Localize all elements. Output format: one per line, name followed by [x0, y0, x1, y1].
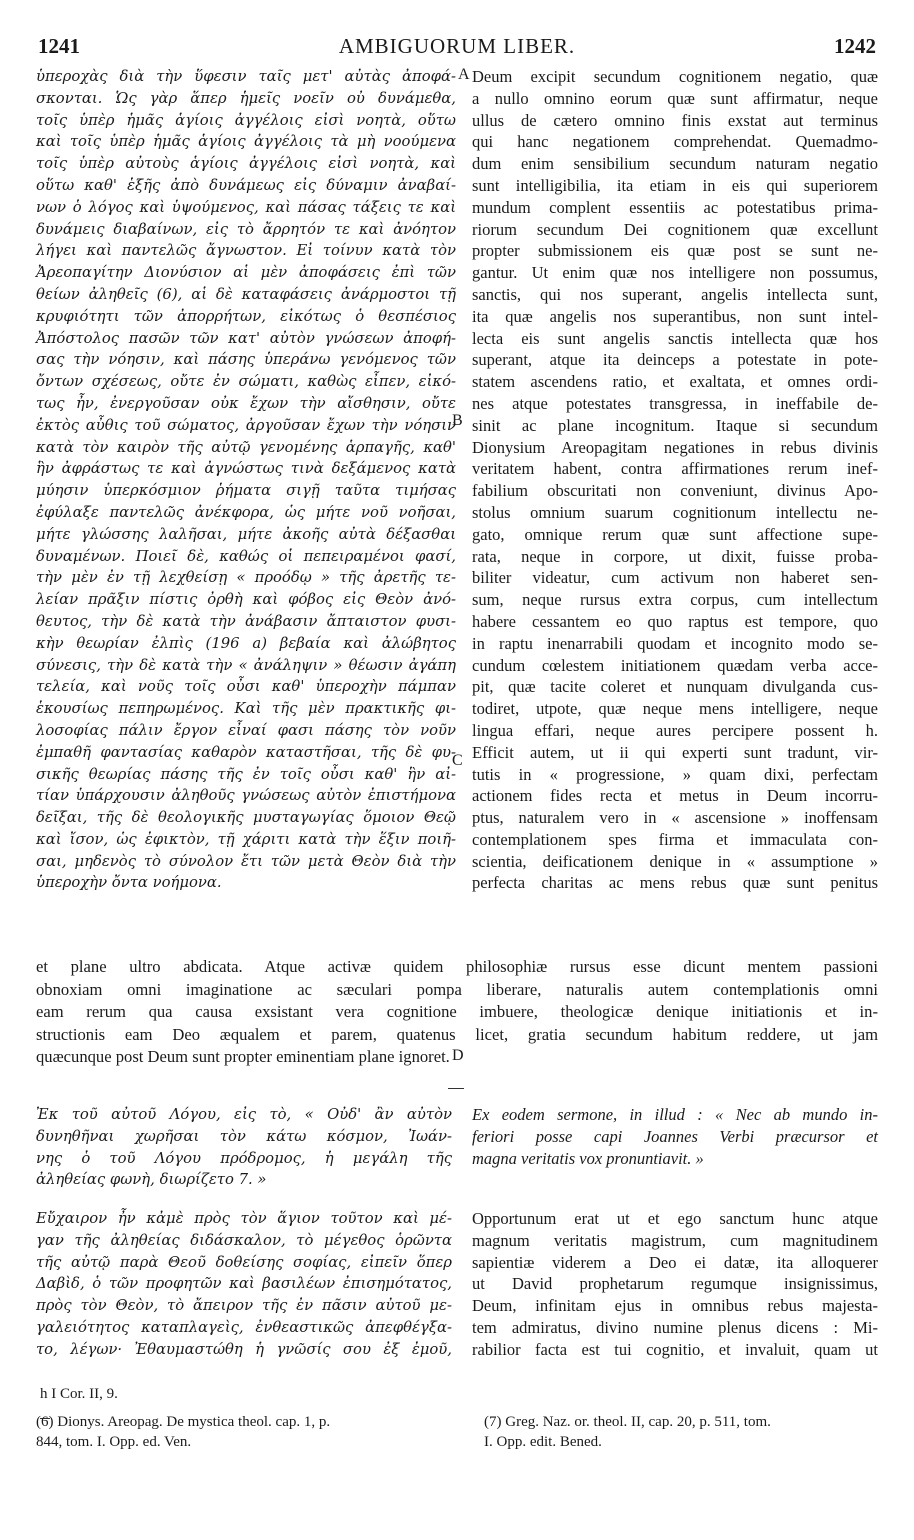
footnote-left-line: 844, tom. I. Opp. ed. Ven.	[36, 1434, 192, 1450]
greek-second-line: γαλειότητος καταπλαγεὶς, ἐνθεαστικῶς ἀπεφθέγξα-	[36, 1318, 452, 1336]
greek-main-line: λοσοφίας πάλιν ἔργον εἶναί φασι πάσης τὸν νοῦν	[36, 721, 456, 739]
greek-main-line: ὑπεροχὰς διὰ τὴν ὕφεσιν ταῖς μετ' αὐτὰς ἀποφά-	[36, 68, 456, 85]
greek-second-line: το, λέγων· Ἐθαυμαστώθη ἡ γνῶσίς σου ἐξ ἐμοῦ,	[36, 1340, 452, 1358]
latin-main-line: gato, omnique rerum quæ sunt affectione supe-	[472, 524, 878, 544]
latin-main-line: ptus, naturalem vero in « ascensione » inoffensam	[472, 808, 878, 828]
greek-main-line: τίαν ὑπάρχουσιν ἀληθοῦς γνώσεως αὐτὸν ἐπιστήμονα	[36, 787, 456, 805]
latin-section-heading	[472, 1104, 878, 1169]
latin-main-line: Deum excipit secundum cognitionem negatio, quæ	[472, 67, 878, 86]
latin-main-line: scientia, deificationem denique in « assumptione »	[472, 851, 878, 871]
latin-main-line: veritatem habent, contra affirmationes rerum inef-	[472, 459, 878, 479]
latin-main-line: lecta eis sunt angelis sanctis intellecta quæ hos	[472, 328, 878, 348]
latin-main-line: ita quæ angelis nos superantibus, non sunt intel-	[472, 306, 878, 326]
latin-main-line: perfecta charitas ac mens rebus quæ sunt penitus	[472, 873, 878, 893]
latin-main-line: tutis in « progressione, » quam dixi, perfectam	[472, 764, 878, 784]
latin-main-line: ullus de cætero omnino finis exstat aut terminus	[472, 110, 878, 130]
greek-main-line: ἑκουσίως πεπηρωμένος. Καὶ τῆς μὲν πρακτικῆς φι-	[36, 700, 456, 718]
latin-main-line: in raptu inenarrabili quodam et incognito modo se-	[472, 633, 878, 653]
greek-main-line: σύνεσις, τὴν δὲ κατὰ τὴν « ἀνάληψιν » θέωσιν ἀγάπη	[36, 656, 456, 674]
left-page-number: 1241	[38, 34, 80, 58]
latin-main-line: sanctis, qui nos superant, angelis intellecta sunt,	[472, 284, 878, 304]
latin-second-line: Deum, infinitam ejus in omnibus rebus majesta-	[472, 1296, 878, 1316]
greek-section-heading	[36, 1104, 452, 1191]
greek-column-second	[36, 1208, 452, 1361]
greek-main-line: τοῖς ὑπὲρ αὐτοὺς ἁγίοις ἀγγέλοις εἰσὶ νοητὰ, καὶ	[36, 155, 456, 173]
running-title: AMBIGUORUM LIBER.	[338, 34, 576, 58]
greek-main-line: σικῆς θεωρίας πάσης τῆς ἐν τοῖς οὖσι καθ' ἣν αἰ-	[36, 765, 456, 783]
greek-main-line: σαι, μηδενὸς τὸ σύνολον ἔτι τῶν μετὰ Θεὸν διὰ τὴν	[36, 852, 456, 870]
greek-main-line: καὶ ἴσον, ὡς ἐφικτὸν, τῇ χάριτι κατὰ τὴν ἕξιν ποιῆ-	[36, 830, 456, 848]
latin-main-line: fabilium obscuritati non conveniunt, divinus Apo-	[472, 481, 878, 501]
greek-second-line: πρὸς τὸν Θεὸν, τὸ ἄπειρον τῆς ἐν πᾶσιν αὐτοῦ με-	[36, 1297, 452, 1315]
latin-full-line: structionis eam Deo æqualem et parem, quatenus licet, gratia secundum habitum reddere, ut jam	[36, 1024, 878, 1044]
greek-main-line: Ἀρεοπαγίτην Διονύσιον αἱ μὲν ἀποφάσεις ἐπὶ τῶν	[36, 264, 456, 282]
greek-main-line: μήτε γλώσσης λαλῆσαι, μήτε ἀκοῆς αὐτὰ δέξασθαι	[36, 525, 456, 543]
latin-second-line: Opportunum erat ut et ego sanctum hunc atque	[472, 1209, 878, 1228]
latin-main-line: a nullo omnino eorum quæ sunt affirmatur, neque	[472, 88, 878, 108]
latin-main-line: qui hanc negationem comprehendat. Quemadmo-	[472, 132, 878, 152]
greek-main-line: νων ὁ λόγος καὶ ὑψούμενος, καὶ πάσας τάξεις τε καὶ	[36, 198, 456, 216]
greek-main-line: θευτος, τὴν δὲ κατὰ τὴν ἀνάβασιν ἄπταιστον φυσι-	[36, 612, 456, 630]
greek-column-main	[36, 66, 456, 894]
latin-heading-line: feriori posse capi Joannes Verbi præcursor et	[472, 1126, 878, 1146]
latin-main-line: riorum secundum Dei cognitionem quæ excellunt	[472, 219, 878, 239]
footnote-h-text: h I Cor. II, 9.	[40, 1386, 118, 1402]
greek-main-line: καὶ τοῖς ὑπὲρ ἡμᾶς ἁγίοις ἀγγέλοις τὰ μὴ νοούμενα	[36, 133, 456, 151]
greek-main-line: ὑπεροχὴν ὄντα νοήμονα.	[36, 874, 222, 892]
greek-main-line: οὕτω καθ' ἑξῆς ἀπὸ δυνάμεως εἰς δύναμιν ἀναβαί-	[36, 176, 456, 194]
latin-main-line: contemplationem spes firma et immaculata con-	[472, 829, 878, 849]
greek-main-line: ἐμπαθῆ φαντασίας καθαρὸν καταστῆσαι, τῆς δὲ φυ-	[36, 743, 456, 761]
margin-marker-c: C	[452, 752, 463, 769]
latin-main-line: todiret, utpote, quæ neque mens intelligere, neque	[472, 699, 878, 719]
greek-main-line: θείων ἀληθεῖς (6), αἱ δὲ καταφάσεις ἀνάρμοστοι τῇ	[36, 285, 456, 303]
latin-main-line: Efficit autem, ut ii qui experti sunt tradunt, vir-	[472, 742, 878, 762]
greek-main-line: δυνάμεις διαβαίνων, εἰς τὸ ἄρρητόν τε καὶ ἀνόητον	[36, 220, 456, 238]
latin-main-line: biliter videatur, cum activum non haberet sen-	[472, 568, 878, 588]
margin-marker-a: A	[458, 66, 470, 83]
latin-main-line: gantur. Ut enim quæ nos intelligere non possumus,	[472, 263, 878, 283]
latin-full-line: eam rerum qua causa exsistant vera cognitione imbuere, theologicæ denique initiationis et in-	[36, 1002, 878, 1022]
latin-second-line: rabilior facta est tui cognitio, et invaluit, quam ut	[472, 1339, 878, 1359]
latin-second-line: tem admiratus, divino numine plenus dicens : Mi-	[472, 1317, 878, 1337]
latin-full-line: et plane ultro abdicata. Atque activæ quidem philosophiæ rursus esse dicunt mentem passioni	[36, 957, 878, 976]
greek-second-line: Δαβὶδ, ὁ τῶν προφητῶν καὶ βασιλέων ἐπισημότατος,	[36, 1275, 452, 1293]
section-divider	[448, 1088, 464, 1089]
latin-main-line: mundum complent essentiis ac potestatibus prima-	[472, 197, 878, 217]
greek-main-line: τοῖς ὑπὲρ ἡμᾶς ἁγίοις ἀγγέλοις εἰσὶ νοητὰ, οὕτω	[36, 111, 456, 129]
latin-second-line: ut David prophetarum regumque insignissimus,	[472, 1274, 878, 1294]
greek-main-line: ὄντων σχέσεως, οὔτε ἐν σώματι, καθὼς εἶπεν, εἰκό-	[36, 373, 456, 391]
latin-full-line: obnoxiam omni imaginatione ac sæculari pompa liberare, naturalis autem contemplationis omni	[36, 979, 878, 999]
greek-main-line: κρυφιότητι τῶν ἀπορρήτων, εἰκότως ὁ θεσπέσιος	[36, 307, 456, 325]
greek-heading-line: νης ὁ τοῦ Λόγου πρόδρομος, ἡ μεγάλη τῆς	[36, 1149, 452, 1167]
latin-second-line: sapientiæ viderem a Deo ei datæ, ita alloquerer	[472, 1252, 878, 1272]
page-header	[0, 34, 914, 64]
greek-main-line: λείαν πρᾶξιν πίστις ὀρθὴ καὶ φόβος εἰς Θεὸν ἀνό-	[36, 591, 456, 609]
greek-second-line: Εὔχαιρον ἦν κἀμὲ πρὸς τὸν ἅγιον τοῦτον καὶ μέ-	[36, 1210, 452, 1227]
latin-heading-line: Ex eodem sermone, in illud : « Nec ab mundo in-	[472, 1105, 878, 1124]
greek-main-line: ἐκτὸς αὖθις τοῦ σώματος, ἀργοῦσαν ἔχων τὴν νόησιν	[36, 416, 456, 434]
latin-main-line: actionem fides recta et metus in Deum incorru-	[472, 786, 878, 806]
latin-main-line: cundum cœlestem initiationem quædam verba acce-	[472, 655, 878, 675]
latin-main-line: pit, quæ tacite coleret et nunquam divulganda cus-	[472, 677, 878, 697]
greek-main-line: λήγει καὶ παντελῶς ἄγνωστον. Εἰ τοίνυν κατὰ τὸν	[36, 242, 456, 260]
greek-main-line: Ἀπόστολος πασῶν τῶν κατ' αὐτὸν γνώσεων ἀποφή-	[36, 329, 456, 347]
latin-main-line: statem ascendens ratio, et exaltata, et omnes ordi-	[472, 372, 878, 392]
latin-full-line: quæcunque post Deum sunt propter eminentiam plane ignoret.	[36, 1047, 450, 1067]
greek-main-line: δυναμένων. Ποιεῖ δὲ, καθώς οἱ πεπειραμένοι φασί,	[36, 547, 456, 565]
greek-heading-line: ἀληθείας φωνὴ, διωρίζετο 7. »	[36, 1171, 267, 1189]
latin-main-line: superant, atque ita deinceps a potestate in pote-	[472, 350, 878, 370]
footnote-right-line: (7) Greg. Naz. or. theol. II, cap. 20, p. 511, tom.	[484, 1414, 771, 1430]
greek-main-line: κὴν θεωρίαν ἐλπὶς (196 a) βεβαία καὶ ἀλώβητος	[36, 634, 456, 652]
footnote-left	[36, 1412, 456, 1452]
greek-main-line: κατὰ τὸν καιρὸν τῆς αὐτῷ γενομένης ἁρπαγῆς, καθ'	[36, 438, 456, 456]
latin-main-line: habere cessantem eo quo raptus est tempore, quo	[472, 611, 878, 631]
margin-marker-d: D	[452, 1047, 464, 1064]
latin-main-line: Dionysium Areopagitam negationes in rebus divinis	[472, 437, 878, 457]
latin-main-line: rata, neque in corpore, ut dixit, fuisse proba-	[472, 546, 878, 566]
greek-main-line: δεῖξαι, τῆς δὲ θεολογικῆς μυσταγωγίας ὅμοιον Θεῷ	[36, 809, 456, 827]
greek-heading-line: Ἐκ τοῦ αὐτοῦ Λόγου, εἰς τὸ, « Οὐδ' ἂν αὐτὸν	[36, 1106, 452, 1123]
greek-main-line: τὴν μὲν ἐν τῇ λεχθείσῃ « προόδῳ » τῆς ἀρετῆς τε-	[36, 569, 456, 587]
greek-second-line: τῆς αὐτῷ παρὰ Θεοῦ δοθείσης σοφίας, εἰπεῖν ὅπερ	[36, 1253, 452, 1271]
latin-heading-line: magna veritatis vox pronuntiavit. »	[472, 1148, 704, 1168]
latin-column-second	[472, 1208, 878, 1361]
footnote-h	[40, 1384, 340, 1404]
latin-main-line: stolus omnium suarum cognitionum intellectu ne-	[472, 502, 878, 522]
footnote-right-line: I. Opp. edit. Bened.	[484, 1434, 602, 1450]
latin-full-width-paragraph	[36, 956, 878, 1069]
greek-main-line: μύησιν ὑπερκόσμιον ῥήματα σιγῇ ταῦτα τιμήσας	[36, 482, 456, 500]
latin-column-main	[472, 66, 878, 894]
latin-main-line: sunt intelligibilia, ita etiam in eis qui superiorem	[472, 175, 878, 195]
latin-main-line: propter submissionem eis quæ post se sunt ne-	[472, 241, 878, 261]
greek-main-line: σκονται. Ὡς γὰρ ἅπερ ἡμεῖς νοεῖν οὐ δυνάμεθα,	[36, 89, 456, 107]
greek-main-line: τελεία, καὶ νοῦς τοῖς οὖσι καθ' ὑπεροχὴν πάμπαν	[36, 678, 456, 696]
greek-main-line: ἣν ἀφράστως τε καὶ ἀγνώστως τινὰ δεξάμενος κατὰ	[36, 460, 456, 478]
greek-second-line: γαν τῆς ἀληθείας διδάσκαλον, τὸ μέγεθος ὁρῶντα	[36, 1231, 452, 1249]
greek-main-line: σας τὴν νόησιν, καὶ πάσης ὑπεράνω γενόμενος τῶν	[36, 351, 456, 369]
footnote-left-line: (6) Dionys. Areopag. De mystica theol. cap. 1, p.	[36, 1414, 331, 1430]
greek-main-line: ἐφύλαξε παντελῶς ἀνέκφορα, ὡς μήτε νοῦ νοῆσαι,	[36, 503, 456, 521]
latin-main-line: lingua effari, neque aures percipere possent h.	[472, 720, 878, 740]
greek-heading-line: δυνηθῆναι χωρῆσαι τὸν κάτω κόσμον, Ἰωάν-	[36, 1127, 452, 1145]
margin-marker-b: B	[452, 412, 463, 429]
latin-main-line: sinit ac plane incognitum. Itaque si secundum	[472, 415, 878, 435]
latin-main-line: dum enim sensibilium secundum naturam negatio	[472, 154, 878, 174]
greek-main-line: τως ἦν, ἐνεργοῦσαν οὐκ ἔχων τὴν αἴσθησιν, οὔτε	[36, 394, 456, 412]
latin-second-line: magnum veritatis magistrum, cum magnitudinem	[472, 1230, 878, 1250]
footnote-right	[484, 1412, 878, 1452]
latin-main-line: nes atque potestates transgressa, in ineffabile de-	[472, 393, 878, 413]
latin-main-line: sum, neque rursus extra corpus, cum intellectum	[472, 590, 878, 610]
right-page-number: 1242	[834, 34, 876, 58]
